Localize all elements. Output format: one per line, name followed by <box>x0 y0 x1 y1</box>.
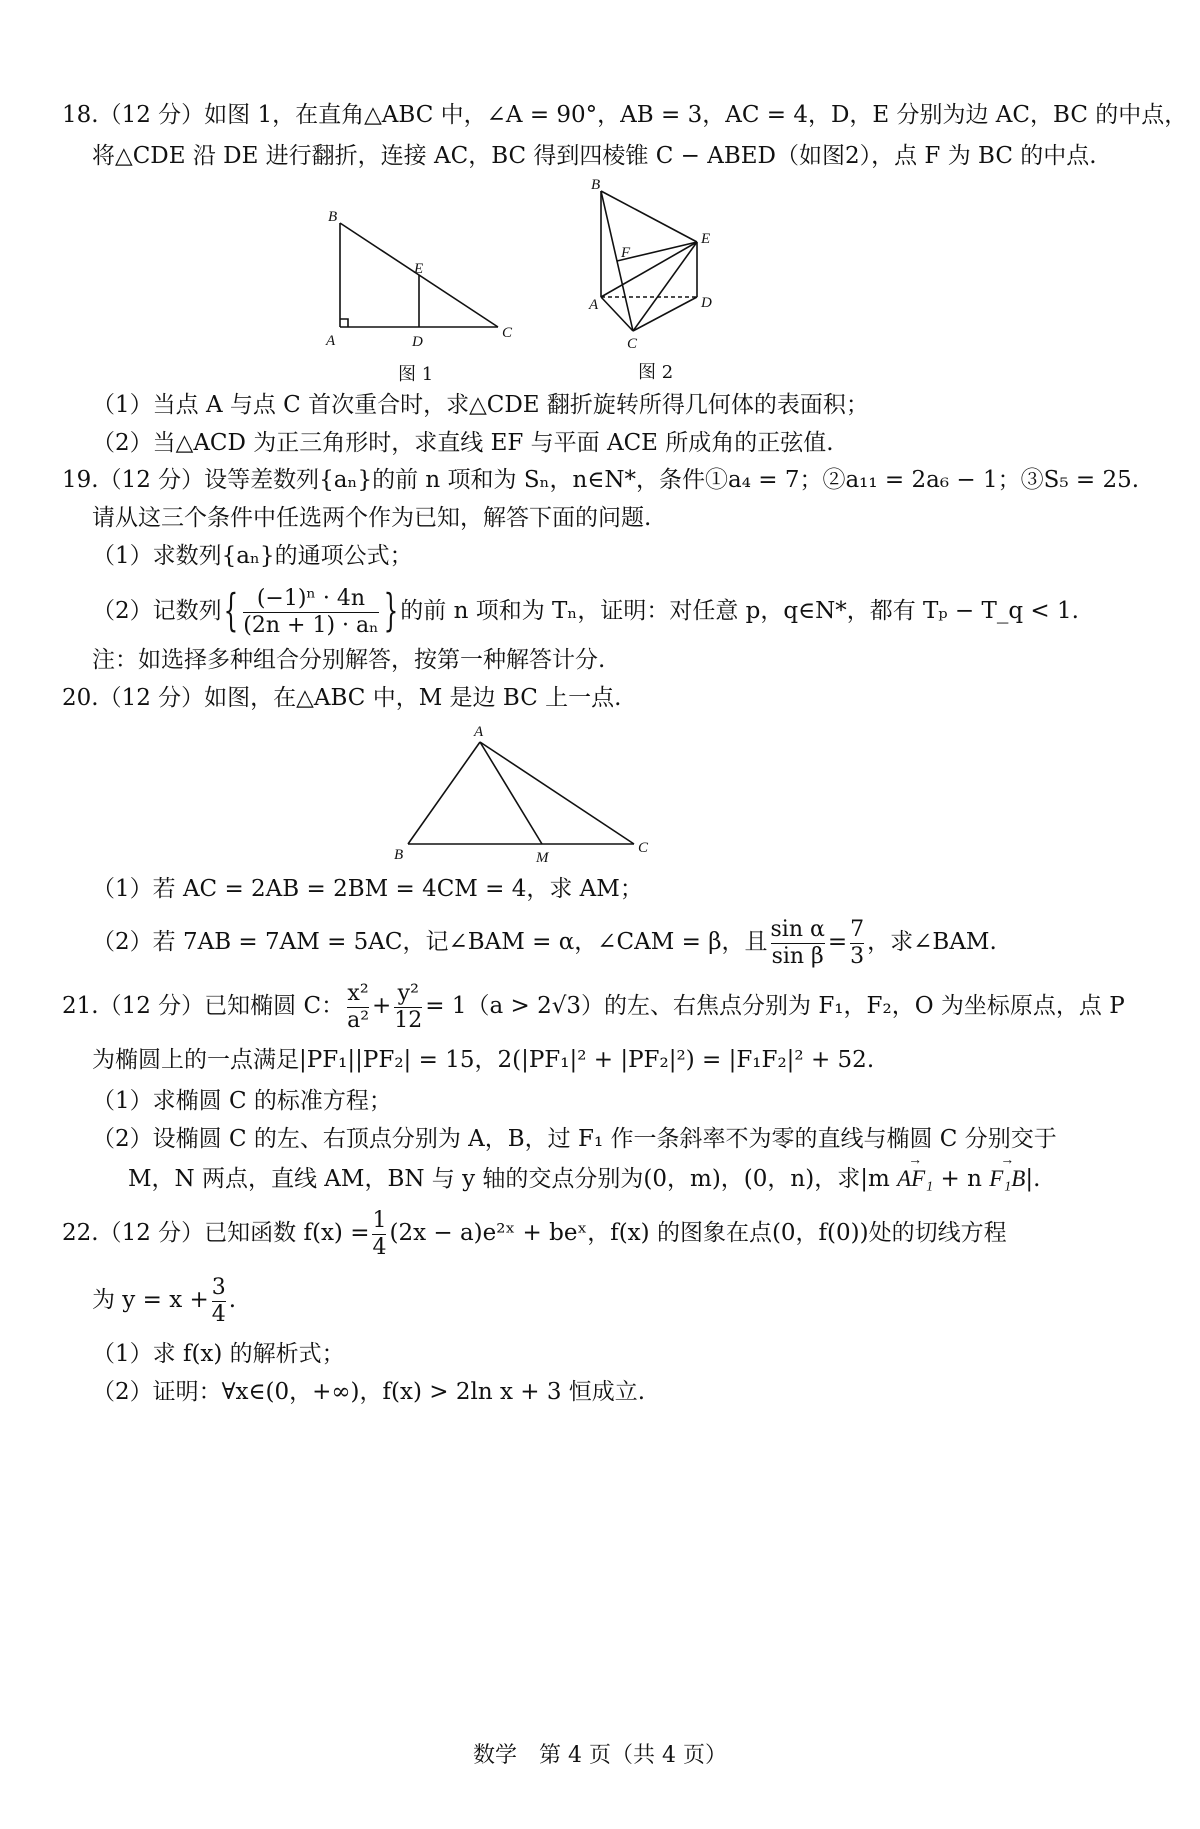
q21-p2b-head: M，N 两点，直线 AM，BN 与 y 轴的交点分别为(0，m)，(0，n)，求|m <box>128 1166 890 1192</box>
q20-line1: 20.（12 分）如图，在△ABC 中，M 是边 BC 上一点. <box>62 685 622 711</box>
q22-tail: (2x − a)e²ˣ + beˣ，f(x) 的图象在点(0，f(0))处的切线方程 <box>389 1220 1007 1246</box>
q20-eq: = <box>827 929 848 955</box>
q19-frac-num: (−1)ⁿ · 4n <box>256 585 366 611</box>
q22-num: 1 <box>372 1207 387 1233</box>
fig1-label-a: A <box>326 333 336 349</box>
q22-den: 4 <box>372 1234 387 1260</box>
q20-frac-den2: 3 <box>850 943 865 969</box>
q20-part2 <box>92 914 997 970</box>
fig3-label-b: B <box>394 847 404 863</box>
q22-head: 22.（12 分）已知函数 f(x) = <box>62 1220 370 1246</box>
q18-line1: 18.（12 分）如图 1，在直角△ABC 中，∠A = 90°，AB = 3，AC = 4，D，E 分别为边 AC，BC 的中点， <box>62 102 1188 128</box>
q21-tail: = 1（a > 2√3）的左、右焦点分别为 F₁，F₂，O 为坐标原点，点 P <box>425 993 1125 1019</box>
q18-fig2-caption: 图 2 <box>638 362 674 383</box>
fig2-edge-ac <box>601 297 633 331</box>
q20-sine-fraction <box>771 917 825 970</box>
q19-fraction <box>243 586 378 639</box>
q18-figure1 <box>320 205 520 359</box>
q19-mid: 的前 n 项和为 Sₙ，n∈N*，条件①a₄ = 7；②a₁₁ = 2a₆ − 1；③S₅ = 25. <box>372 467 1140 493</box>
fig1-label-c: C <box>502 325 513 341</box>
q19-p2-tail: 的前 n 项和为 Tₙ，证明：对任意 p，q∈N*，都有 Tₚ − T_q < 1. <box>400 598 1079 624</box>
q20-frac-den: sin β <box>771 943 824 969</box>
q19-note: 注：如选择多种组合分别解答，按第一种解答计分. <box>92 647 606 673</box>
fig1-label-b: B <box>328 209 338 225</box>
fig2-edge-cd <box>633 297 697 331</box>
fig2-label-a: A <box>589 297 599 313</box>
q18-part2: （2）当△ACD 为正三角形时，求直线 EF 与平面 ACE 所成角的正弦值. <box>92 430 834 456</box>
q22-den2: 4 <box>211 1301 226 1327</box>
q19-brace-right: } <box>383 587 399 637</box>
fig3-edge-ab <box>408 742 480 844</box>
fig3-label-m: M <box>536 850 549 866</box>
q21-y-fraction <box>394 981 422 1034</box>
q21-y2: y² <box>397 980 419 1006</box>
q21-p2b-mid: + n <box>940 1166 982 1192</box>
q19-part2 <box>92 583 1079 640</box>
fig2-label-d: D <box>701 295 712 311</box>
q19-part1: （1）求数列{aₙ}的通项公式； <box>92 543 413 569</box>
q20-frac-num: sin α <box>770 916 825 942</box>
q21-plus: + <box>372 993 392 1019</box>
q21-twelve: 12 <box>394 1007 423 1033</box>
q22-line2-head: 为 y = x + <box>92 1287 209 1313</box>
q22-line2 <box>92 1272 236 1328</box>
q21-part2b <box>128 1164 1040 1194</box>
fig3-label-a: A <box>474 724 484 740</box>
q22-quarter-fraction <box>372 1208 386 1261</box>
q21-p2b-tail: |. <box>1025 1166 1041 1192</box>
fig2-label-f: F <box>621 245 631 261</box>
q22-num2: 3 <box>211 1274 226 1300</box>
q21-part2a: （2）设椭圆 C 的左、右顶点分别为 A，B，过 F₁ 作一条斜率不为零的直线与椭圆 C 分别交于 <box>92 1126 1057 1152</box>
q20-p2-head: （2）若 7AB = 7AM = 5AC，记∠BAM = α，∠CAM = β，且 <box>92 929 768 955</box>
q19-line2: 请从这三个条件中任选两个作为已知，解答下面的问题. <box>92 505 652 531</box>
fig2-label-b: B <box>591 177 601 193</box>
fig3-edge-am <box>480 742 542 844</box>
q18-figure2 <box>575 175 735 359</box>
q18-part1: （1）当点 A 与点 C 首次重合时，求△CDE 翻折旋转所得几何体的表面积； <box>92 392 869 418</box>
fig1-label-d: D <box>412 334 423 350</box>
fig2-label-c: C <box>627 336 638 352</box>
q21-line1 <box>62 978 1125 1034</box>
q21-x-fraction <box>347 981 369 1034</box>
q19-p2-head: （2）记数列 <box>92 598 222 624</box>
q20-p2-tail: ，求∠BAM. <box>867 929 997 955</box>
q20-ratio-fraction <box>850 917 864 970</box>
page-footer: 数学 第 4 页（共 4 页） <box>473 1743 727 1768</box>
q18-fig1-caption: 图 1 <box>398 364 434 385</box>
q20-figure <box>390 722 660 874</box>
fig1-right-angle-mark <box>340 319 348 327</box>
q21-head: 21.（12 分）已知椭圆 C： <box>62 993 345 1019</box>
fig2-edge-be <box>601 191 697 242</box>
q20-frac-num2: 7 <box>850 916 865 942</box>
q19-line1 <box>62 465 1139 495</box>
fig1-label-e: E <box>414 261 424 277</box>
q19-frac-den: (2n + 1) · aₙ <box>243 612 379 638</box>
q19-seq: {aₙ} <box>319 467 373 493</box>
q18-line2: 将△CDE 沿 DE 进行翻折，连接 AC，BC 得到四棱锥 C − ABED（如图2），点 F 为 BC 的中点. <box>92 143 1097 169</box>
fig2-edge-ae <box>601 242 697 297</box>
fig3-edge-ac <box>480 742 634 844</box>
q22-line1 <box>62 1205 1007 1261</box>
q21-vector-f1b: → F₁B <box>989 1164 1025 1194</box>
q20-part1: （1）若 AC = 2AB = 2BM = 4CM = 4，求 AM； <box>92 876 643 902</box>
q19-head: 19.（12 分）设等差数列 <box>62 467 320 493</box>
q21-part1: （1）求椭圆 C 的标准方程； <box>92 1088 392 1114</box>
fig2-label-e: E <box>701 231 711 247</box>
q21-x2: x² <box>347 980 369 1006</box>
q22-part1: （1）求 f(x) 的解析式； <box>92 1341 345 1367</box>
q21-vector-af1: → AF₁ <box>897 1164 933 1194</box>
q22-part2: （2）证明：∀x∈(0，+∞)，f(x) > 2ln x + 3 恒成立. <box>92 1379 646 1405</box>
q22-line2-tail: . <box>228 1287 237 1313</box>
fig3-label-c: C <box>638 840 649 856</box>
q21-a2: a² <box>347 1007 370 1033</box>
q22-three-quarter-fraction <box>212 1275 226 1328</box>
q21-line2: 为椭圆上的一点满足|PF₁||PF₂| = 15，2(|PF₁|² + |PF₂|²) = |F₁F₂|² + 52. <box>92 1047 875 1073</box>
q19-brace-left: { <box>223 587 239 637</box>
